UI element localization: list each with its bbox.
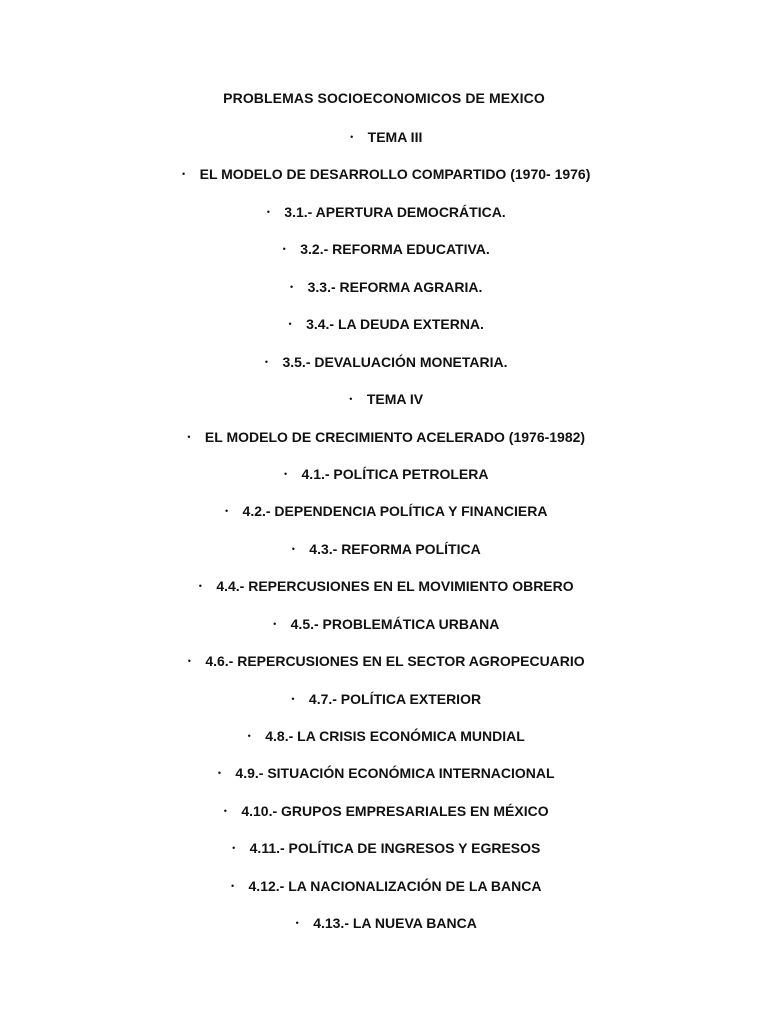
bullet-icon: • (230, 880, 235, 891)
bullet-icon: • (224, 506, 229, 517)
bullet-icon: • (283, 468, 288, 479)
outline-item-text: EL MODELO DE DESARROLLO COMPARTIDO (1970- 1976) (199, 166, 591, 183)
bullet-icon: • (232, 843, 236, 854)
outline-item (0, 164, 768, 201)
outline-item (0, 576, 768, 613)
outline-item-text: 4.6.- REPERCUSIONES EN EL SECTOR AGROPECUARIO (205, 653, 585, 670)
bullet-icon: • (282, 244, 286, 255)
outline-item (0, 501, 768, 538)
outline-item (0, 913, 768, 950)
outline-item (0, 389, 768, 426)
outline-item-text: 4.4.- REPERCUSIONES EN EL MOVIMIENTO OBRERO (216, 578, 574, 595)
bullet-icon: • (247, 731, 251, 741)
outline-item-text: 3.4.- LA DEUDA EXTERNA. (306, 316, 484, 333)
outline-item-text: EL MODELO DE CRECIMIENTO ACELERADO (1976-1982) (204, 428, 586, 445)
outline-item-text: 4.11.- POLÍTICA DE INGRESOS Y EGRESOS (249, 840, 541, 857)
outline-item (0, 539, 768, 576)
bullet-icon: • (290, 281, 294, 292)
bullet-icon: • (349, 394, 353, 405)
outline-item-text: 4.2.- DEPENDENCIA POLÍTICA Y FINANCIERA (242, 503, 548, 520)
bullet-icon: • (295, 918, 299, 929)
outline-item-text: 3.2.- REFORMA EDUCATIVA. (300, 241, 490, 258)
bullet-icon: • (182, 169, 186, 180)
bullet-icon: • (266, 206, 270, 217)
outline-item-text: 4.8.- LA CRISIS ECONÓMICA MUNDIAL (265, 728, 525, 744)
outline-item-text: 4.5.- PROBLEMÁTICA URBANA (290, 615, 500, 632)
outline-item (0, 314, 768, 351)
outline-item (0, 277, 768, 314)
outline-item-text: 4.3.- REFORMA POLÍTICA (309, 540, 481, 557)
outline-item (0, 689, 768, 726)
bullet-icon: • (223, 805, 227, 816)
topic-outline (0, 127, 768, 951)
outline-item-text: 4.9.- SITUACIÓN ECONÓMICA INTERNACIONAL (235, 765, 555, 782)
outline-item (0, 127, 768, 164)
outline-item (0, 464, 768, 501)
outline-item (0, 239, 768, 276)
outline-item (0, 726, 768, 763)
outline-item-text: 4.10.- GRUPOS EMPRESARIALES EN MÉXICO (241, 802, 549, 819)
outline-item-text: TEMA IV (366, 391, 424, 408)
outline-item (0, 838, 768, 875)
outline-item (0, 876, 768, 913)
bullet-icon: • (198, 581, 202, 592)
document-title: PROBLEMAS SOCIOECONOMICOS DE MEXICO (223, 90, 545, 106)
bullet-icon: • (187, 431, 191, 442)
outline-item (0, 763, 768, 800)
bullet-icon: • (273, 618, 277, 629)
outline-item-text: 4.1.- POLÍTICA PETROLERA (301, 465, 489, 482)
outline-item (0, 202, 768, 239)
outline-item (0, 614, 768, 651)
outline-item-text: 4.7.- POLÍTICA EXTERIOR (308, 690, 482, 707)
outline-item-text: 3.1.- APERTURA DEMOCRÁTICA. (284, 203, 506, 220)
bullet-icon: • (291, 543, 295, 554)
outline-item-text: 3.5.- DEVALUACIÓN MONETARIA. (282, 353, 508, 370)
outline-item-text: 4.13.- LA NUEVA BANCA (313, 915, 477, 932)
outline-item-text: 3.3.- REFORMA AGRARIA. (307, 278, 483, 295)
bullet-icon: • (264, 356, 269, 367)
bullet-icon: • (288, 319, 292, 330)
outline-item (0, 801, 768, 838)
outline-item (0, 651, 768, 688)
bullet-icon: • (187, 656, 191, 667)
outline-item-text: TEMA III (367, 129, 423, 145)
outline-item (0, 427, 768, 464)
bullet-icon: • (350, 132, 354, 142)
outline-item (0, 352, 768, 389)
bullet-icon: • (291, 693, 295, 704)
outline-item-text: 4.12.- LA NACIONALIZACIÓN DE LA BANCA (248, 877, 542, 894)
bullet-icon: • (217, 768, 221, 779)
